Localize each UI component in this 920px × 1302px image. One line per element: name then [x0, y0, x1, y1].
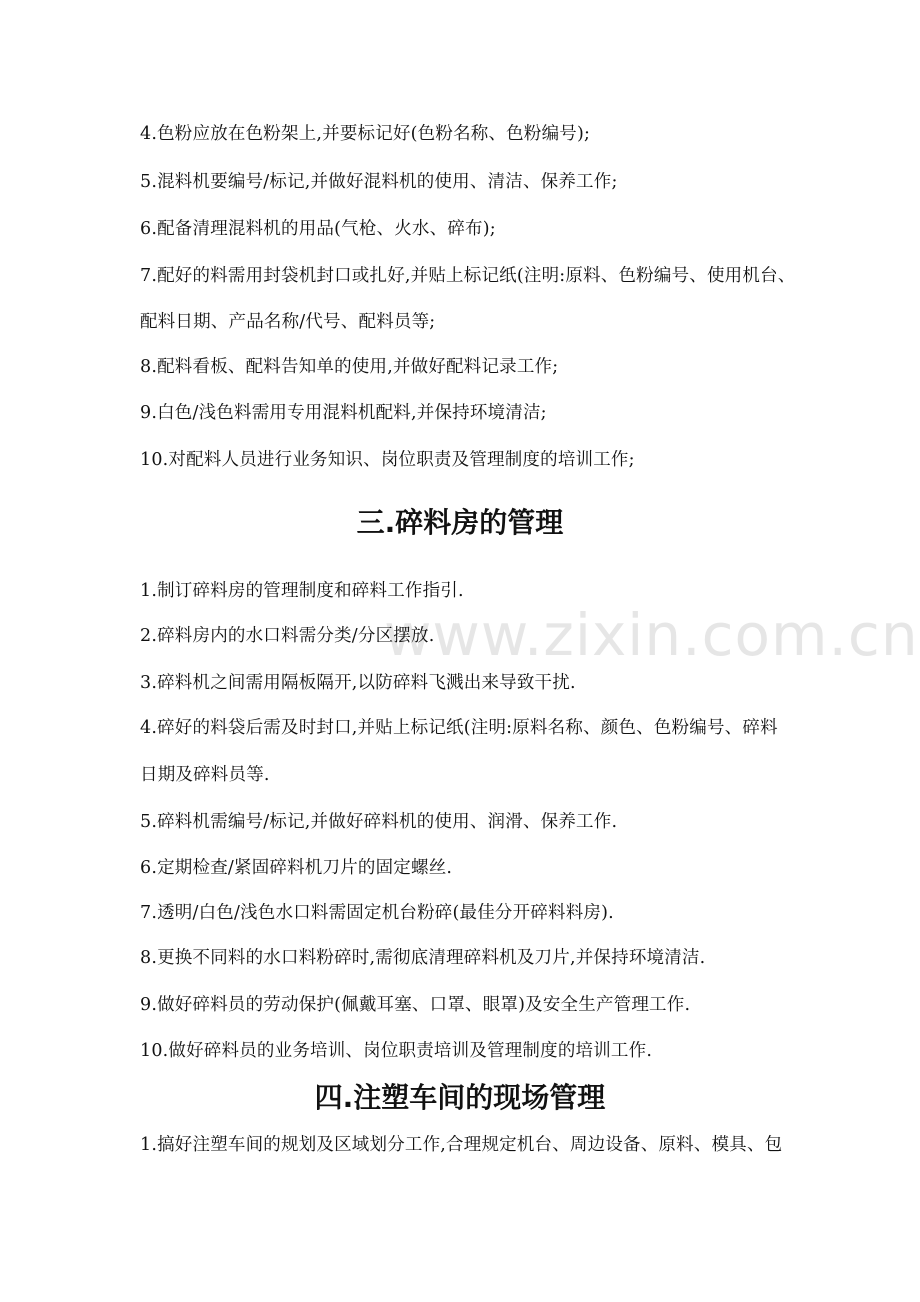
list-item: 4.色粉应放在色粉架上,并要标记好(色粉名称、色粉编号); [140, 124, 591, 144]
list-item: 6.配备清理混料机的用品(气枪、火水、碎布); [140, 219, 496, 239]
list-item: 1.搞好注塑车间的规划及区域划分工作,合理规定机台、周边设备、原料、模具、包 [140, 1135, 783, 1155]
list-item: 10.对配料人员进行业务知识、岗位职责及管理制度的培训工作; [140, 450, 635, 470]
section-heading: 四.注塑车间的现场管理 [314, 1081, 606, 1114]
list-item: 5.混料机要编号/标记,并做好混料机的使用、清洁、保养工作; [140, 172, 618, 192]
list-item: 10.做好碎料员的业务培训、岗位职责培训及管理制度的培训工作. [140, 1041, 653, 1061]
list-item: 5.碎料机需编号/标记,并做好碎料机的使用、润滑、保养工作. [140, 812, 618, 832]
list-item: 8.配料看板、配料告知单的使用,并做好配料记录工作; [140, 357, 559, 377]
list-item-continuation: 配料日期、产品名称/代号、配料员等; [140, 312, 436, 332]
list-item: 8.更换不同料的水口料粉碎时,需彻底清理碎料机及刀片,并保持环境清洁. [140, 948, 706, 968]
list-item: 9.做好碎料员的劳动保护(佩戴耳塞、口罩、眼罩)及安全生产管理工作. [140, 995, 691, 1015]
list-item: 7.配好的料需用封袋机封口或扎好,并贴上标记纸(注明:原料、色粉编号、使用机台、 [140, 266, 796, 286]
list-item-continuation: 日期及碎料员等. [140, 765, 270, 785]
list-item: 2.碎料房内的水口料需分类/分区摆放. [140, 626, 435, 646]
list-item: 1.制订碎料房的管理制度和碎料工作指引. [140, 581, 464, 601]
section-heading: 三.碎料房的管理 [356, 506, 564, 539]
watermark: www.zixin.com.cn [384, 601, 919, 669]
list-item: 9.白色/浅色料需用专用混料机配料,并保持环境清洁; [140, 403, 547, 423]
list-item: 3.碎料机之间需用隔板隔开,以防碎料飞溅出来导致干扰. [140, 673, 576, 693]
list-item: 6.定期检查/紧固碎料机刀片的固定螺丝. [140, 858, 453, 878]
list-item: 7.透明/白色/浅色水口料需固定机台粉碎(最佳分开碎料料房). [140, 903, 614, 923]
list-item: 4.碎好的料袋后需及时封口,并贴上标记纸(注明:原料名称、颜色、色粉编号、碎料 [140, 718, 778, 738]
